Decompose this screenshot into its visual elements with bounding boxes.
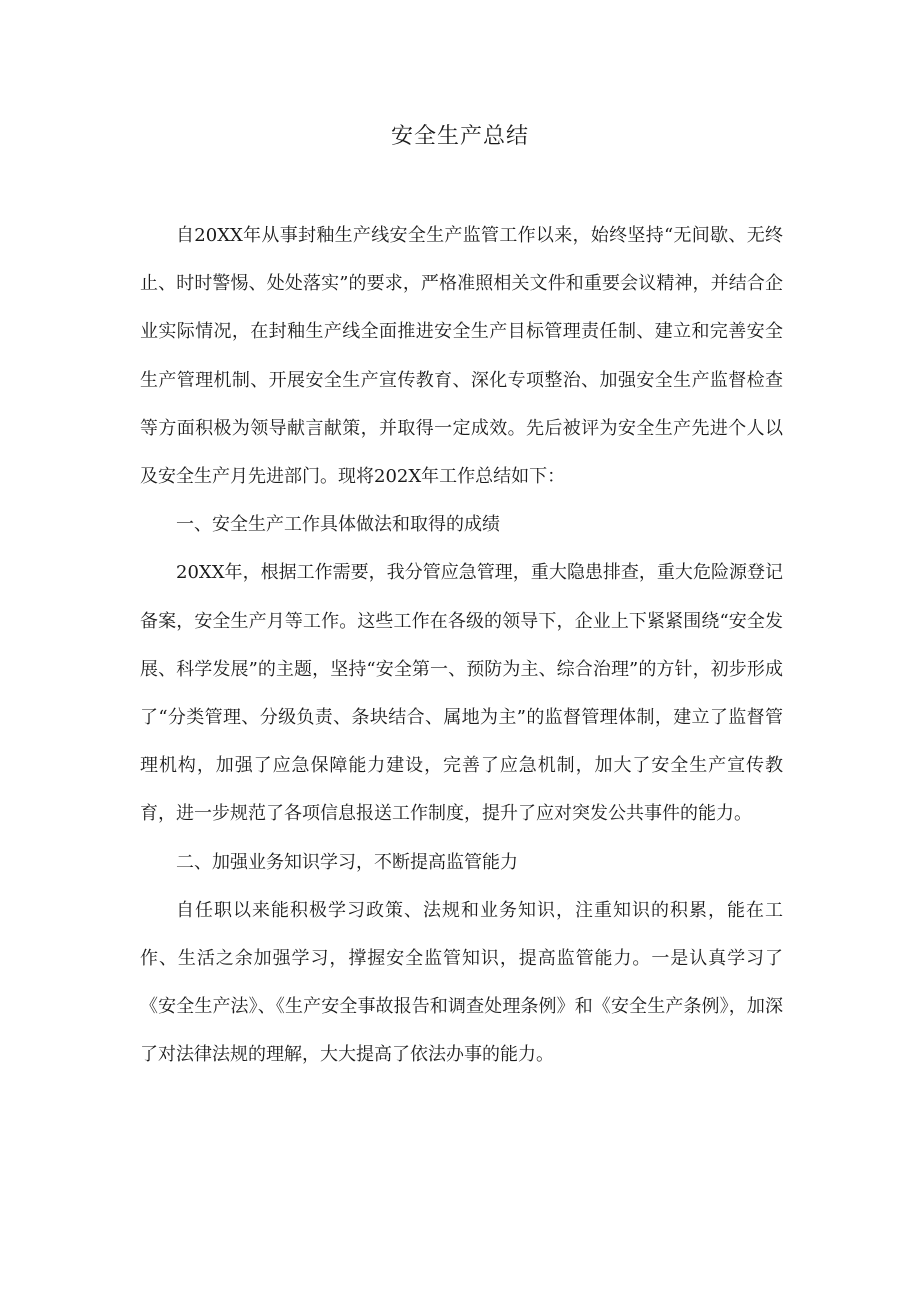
section-2-paragraph: 自任职以来能积极学习政策、法规和业务知识，注重知识的积累，能在工作、生活之余加强学习，撑握安全监管知识，提高监管能力。一是认真学习了《安全生产法》、《生产安全事故报告和调查处理条例》和《安全生产条例》，加深了对法律法规的理解，大大提高了依法办事的能力。 [140,899,783,1066]
document-title: 安全生产总结 [390,124,529,149]
document-body [140,212,783,1080]
section-1-paragraph: 20XX年，根据工作需要，我分管应急管理，重大隐患排查，重大危险源登记备案，安全生产月等工作。这些工作在各级的领导下，企业上下紧紧围绕“安全发展、科学发展”的主题，坚持“安全第一、预防为主、综合治理”的方针，初步形成了“分类管理、分级负责、条块结合、属地为主”的监督管理体制，建立了监督管理机构，加强了应急保障能力建设，完善了应急机制，加大了安全生产宣传教育，进一步规范了各项信息报送工作制度，提升了应对突发公共事件的能力。 [140,562,783,825]
section-heading-2: 二、加强业务知识学习，不断提高监管能力 [176,851,518,873]
intro-paragraph: 自20XX年从事封釉生产线安全生产监管工作以来，始终坚持“无间歇、无终止、时时警惕、处处落实”的要求，严格准照相关文件和重要会议精神，并结合企业实际情况，在封釉生产线全面推进安全生产目标管理责任制、建立和完善安全生产管理机制、开展安全生产宣传教育、深化专项整治、加强安全生产监督检查等方面积极为领导献言献策，并取得一定成效。先后被评为安全生产先进个人以及安全生产月先进部门。现将202X年工作总结如下： [140,225,783,488]
section-heading-1: 一、安全生产工作具体做法和取得的成绩 [176,514,500,536]
